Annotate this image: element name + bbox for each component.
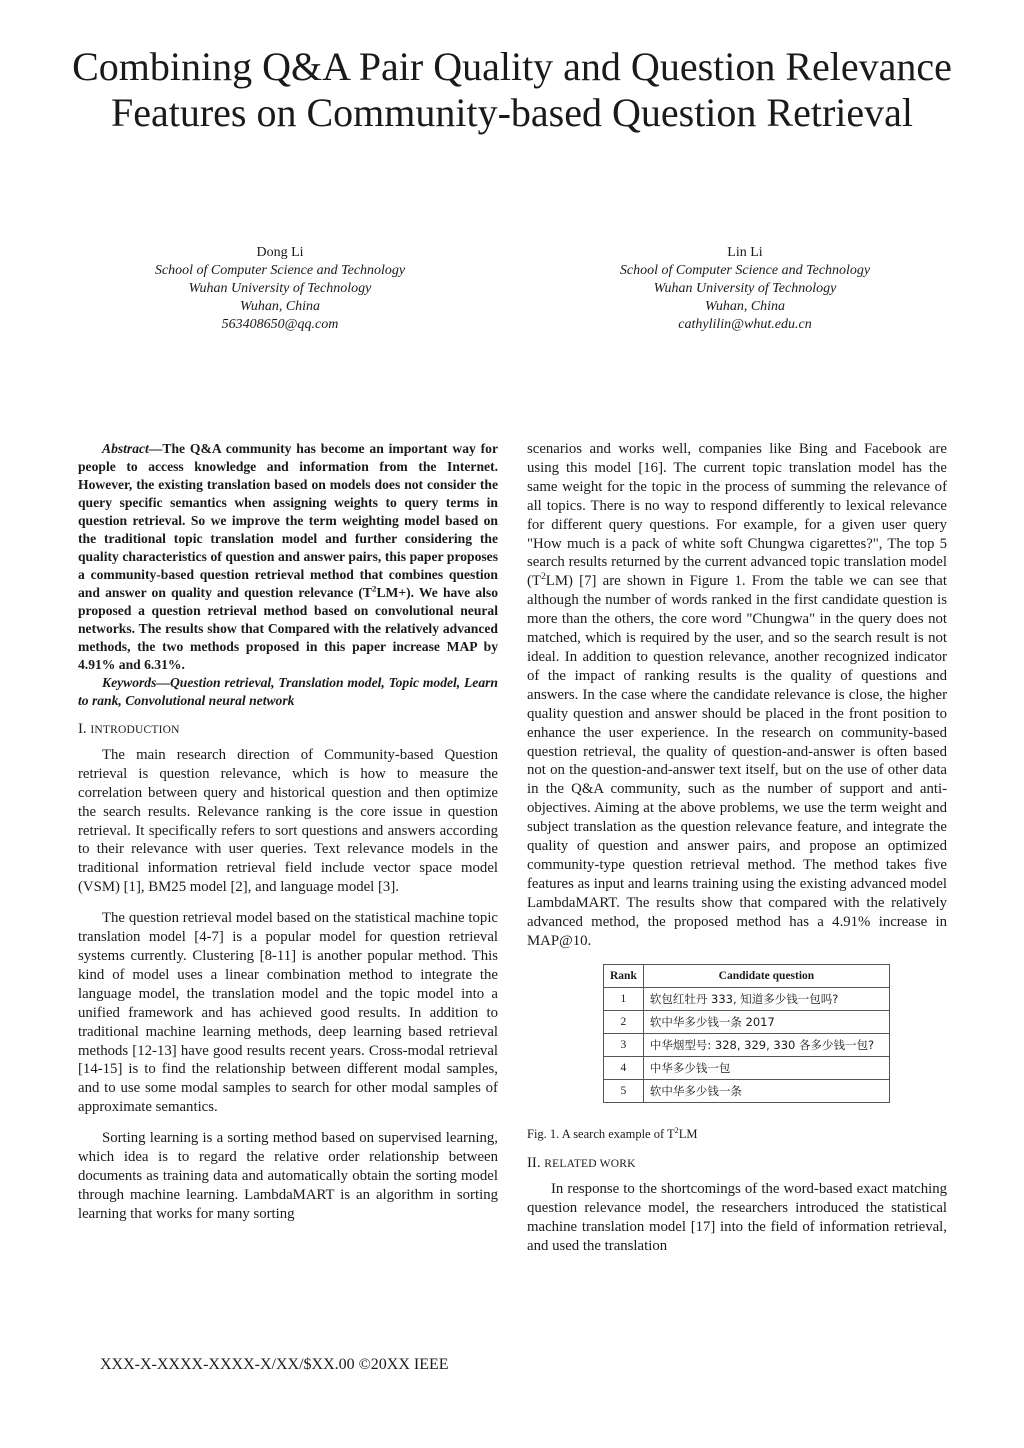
table-header-rank: Rank [604,965,644,988]
table-row [604,1011,890,1034]
author-email: cathylilin@whut.edu.cn [678,317,812,332]
related-work-paragraph-1: In response to the shortcomings of the word-based exact matching question relevance model, the researchers introduced the statistical machine translation model [17] into the field of information retrieval, and used the translation [527,1181,947,1254]
table-row [604,1057,890,1080]
question-cell: 中华多少钱一包 [643,1057,889,1080]
abstract [78,440,498,674]
author-name: Lin Li [727,245,763,260]
question-cell: 软中华多少钱一条 2017 [643,1011,889,1034]
question-cell: 中华烟型号: 328, 329, 330 各多少钱一包? [643,1034,889,1057]
intro-paragraph-4 [527,440,947,950]
table-header-row [604,965,890,988]
section-number: I. [78,721,87,737]
intro-paragraph-2: The question retrieval model based on the statistical machine topic translation model [4-7] is a popular model for question retrieval systems currently. Clustering [8-11] is another popular method. This kind of model uses a linear combination method to integrate the language model, the translation model and the topic model into a unified framework and has achieved good results. In addition to traditional machine learning methods, deep learning based retrieval methods [12-13] have good results recent years. Cross-modal retrieval [14-15] is to find the relationship between different modal samples, and to use some modal samples to search for other modal samples of approximate semantics. [78,910,498,1116]
question-cell: 软中华多少钱一条 [643,1080,889,1103]
rank-cell: 3 [604,1034,644,1057]
section-title: INTRODUCTION [90,724,180,736]
section-heading-introduction [78,720,498,740]
p4-sup: 2 [540,571,546,583]
question-cell: 软包红牡丹 333, 知道多少钱一包吗? [643,988,889,1011]
section-number: II. [527,1155,541,1172]
author-block-1 [70,244,490,334]
copyright-footer: XXX-X-XXXX-XXXX-X/XX/$XX.00 ©20XX IEEE [100,1356,449,1373]
intro-paragraph-3: Sorting learning is a sorting method based on supervised learning, which idea is to regard the relative order relationship between documents as training data and automatically obtain the sorting model through machine learning. LambdaMART is an algorithm in sorting learning that works for many sorting [78,1130,498,1222]
rank-cell: 1 [604,988,644,1011]
author-dept: School of Computer Science and Technology [619,263,871,278]
table-row [604,988,890,1011]
figure-1-table [603,964,890,1103]
caption-text-a: Fig. 1. A search example of T [527,1127,675,1142]
figure-1-caption [527,1125,947,1144]
rank-cell: 2 [604,1011,644,1034]
abstract-text-a: The Q&A community has become an important way for people to access knowledge and information from the Internet. However, the existing translation based on models does not consider the query specific semantics when assigning weights to query terms in question retrieval. So we improve the term weighting model based on the traditional topic translation model and further considering the quality characteristics of question and answer pairs, this paper proposes a community-based question retrieval method that combines question and answer on quality and question relevance (T [78,441,498,600]
caption-sup: 2 [674,1126,679,1136]
table-row [604,1080,890,1103]
caption-text-b: LM [678,1127,698,1142]
author-university: Wuhan University of Technology [653,281,837,296]
abstract-label: Abstract— [102,441,163,456]
abstract-text-b: LM+). We have also proposed a question retrieval method based on convolutional neural networks. The results show that Compared with the relatively advanced methods, the two methods proposed in this paper increase MAP by 4.91% and 6.31%. [78,585,498,672]
author-block-2 [535,244,955,334]
right-column [527,440,947,1256]
p4-text-a: scenarios and works well, companies like Bing and Facebook are using this model [16]. The current topic translation model has the same weight for the topic in the process of summing the relevance of all topics. There is no way to respond differently to lexical relevance for different query questions. For example, for a given user query "How much is a pack of white soft Chungwa cigarettes?", The top 5 search results returned by the current advanced topic translation model (T [527,441,947,590]
author-email: 563408650@qq.com [221,317,339,332]
left-column [78,440,498,1224]
intro-paragraph-1: The main research direction of Community-based Question retrieval is question relevance, which is how to measure the correlation between query and historical question and then optimize the search results. Relevance ranking is the core issue in question retrieval. It specifically refers to sort questions and answers according to their relevance with user queries. Text relevance models in the traditional information retrieval field include vector space model (VSM) [1], BM25 model [2], and language model [3]. [78,746,498,896]
table-header-candidate: Candidate question [643,965,889,988]
table-row [604,1034,890,1057]
author-name: Dong Li [256,245,304,260]
paper-title: Combining Q&A Pair Quality and Question Relevance Features on Community-based Question Retrieval [72,44,952,135]
keywords: Keywords—Question retrieval, Translation model, Topic model, Learn to rank, Convolutional neural network [78,675,498,708]
abstract-sup: 2 [372,583,377,594]
p4-text-b: LM) [7] are shown in Figure 1. From the table we can see that although the number of words ranked in the first candidate question is more than the others, the core word "Chungwa" in the query does not matched, which is required by the user, and so the search result is not ideal. In addition to question relevance, another recognized indicator of the impact of ranking results is the quality of questions and answers. In the case where the candidate relevance is close, the higher quality question and answer should be placed in the front position to enhance the user experience. In the research on community-based question retrieval, the quality of question-and-answer is often based not on the question-and-answer text itself, but on the use of other data in the Q&A community, such as the number of support and anti-objectives. Aiming at the above problems, we use the term weight and subject translation as the question relevance feature, and integrate the quality of question and answer pairs, and propose an optimized community-type question retrieval method. The method takes five features as input and learns training using the existing advanced model LambdaMART. The results show that compared with the relatively advanced method, the proposed method has a 4.91% increase in MAP@10. [527,573,947,949]
rank-cell: 5 [604,1080,644,1103]
section-title: RELATED WORK [544,1158,636,1171]
author-city: Wuhan, China [704,299,786,314]
rank-cell: 4 [604,1057,644,1080]
author-dept: School of Computer Science and Technology [154,263,406,278]
author-city: Wuhan, China [239,299,321,314]
section-heading-related-work [527,1154,947,1174]
author-university: Wuhan University of Technology [188,281,372,296]
